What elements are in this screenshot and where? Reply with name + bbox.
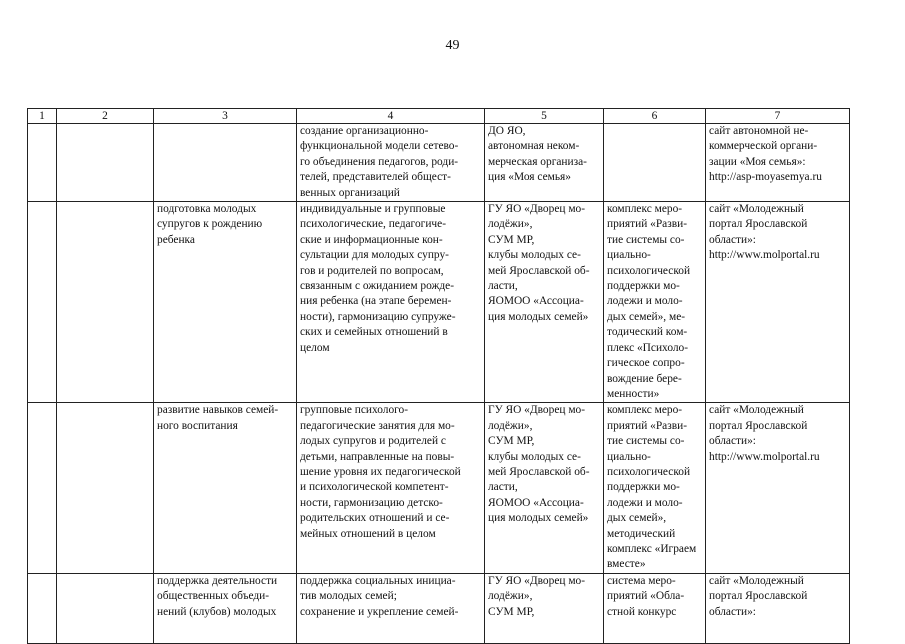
table-cell-resource: сайт «Молодежный портал Ярославской области»: bbox=[706, 573, 850, 643]
column-header-3: 3 bbox=[154, 109, 297, 124]
table-cell-resource: сайт «Молодежный портал Ярославской области»: http://www.molportal.ru bbox=[706, 202, 850, 403]
table-cell-activity: создание организационно- функциональной модели сетево- го объединения педагогов, роди- телей, представителей общест- венных организаций bbox=[297, 124, 485, 202]
column-header-6: 6 bbox=[604, 109, 706, 124]
table-row bbox=[28, 403, 850, 573]
table-cell-task: поддержка деятельности общественных объеди- нений (клубов) молодых bbox=[154, 573, 297, 643]
table-cell-activity: поддержка социальных инициа- тив молодых семей; сохранение и укрепление семей- bbox=[297, 573, 485, 643]
table-cell-number bbox=[28, 202, 57, 403]
table-cell-direction bbox=[57, 124, 154, 202]
table-cell-resource: сайт «Молодежный портал Ярославской области»: http://www.molportal.ru bbox=[706, 403, 850, 573]
table-cell-direction bbox=[57, 573, 154, 643]
table-cell-number bbox=[28, 124, 57, 202]
column-header-4: 4 bbox=[297, 109, 485, 124]
table-cell-task bbox=[154, 124, 297, 202]
page-number: 49 bbox=[445, 38, 460, 53]
table-row bbox=[28, 202, 850, 403]
table-cell-executor: ГУ ЯО «Дворец мо- лодёжи», СУМ МР, клубы молодых се- мей Ярославской об- ласти, ЯОМОО «Ассоциа- ция молодых семей» bbox=[485, 202, 604, 403]
table-cell-number bbox=[28, 573, 57, 643]
table-cell-direction bbox=[57, 403, 154, 573]
header-row bbox=[28, 109, 850, 124]
table-cell-executor: ДО ЯО, автономная неком- мерческая организа- ция «Моя семья» bbox=[485, 124, 604, 202]
table-cell-direction bbox=[57, 202, 154, 403]
table-cell-program: система меро- приятий «Обла- стной конкурс bbox=[604, 573, 706, 643]
table-cell-executor: ГУ ЯО «Дворец мо- лодёжи», СУМ МР, bbox=[485, 573, 604, 643]
table-cell-program bbox=[604, 124, 706, 202]
table-cell-task: развитие навыков семей- ного воспитания bbox=[154, 403, 297, 573]
data-table bbox=[27, 108, 850, 644]
table-row bbox=[28, 573, 850, 643]
table-cell-number bbox=[28, 403, 57, 573]
table-row bbox=[28, 124, 850, 202]
table-cell-task: подготовка молодых супругов к рождению ребенка bbox=[154, 202, 297, 403]
table-cell-program: комплекс меро- приятий «Разви- тие системы со- циально- психологической поддержки мо- лодежи и моло- дых семей», ме- тодический ком- плекс «Психоло- гическое сопро- вождение бере- менности» bbox=[604, 202, 706, 403]
column-header-5: 5 bbox=[485, 109, 604, 124]
table-cell-resource: сайт автономной не- коммерческой органи- зации «Моя семья»: http://asp-moyasemya.ru bbox=[706, 124, 850, 202]
table-cell-activity: индивидуальные и групповые психологические, педагогиче- ские и информационные кон- сультации для молодых супру- гов и родителей по вопросам, связанным с ожиданием рожде- ния ребенка (на этапе беремен- ности), гармонизацию супруже- ских и семейных отношений в целом bbox=[297, 202, 485, 403]
table-cell-executor: ГУ ЯО «Дворец мо- лодёжи», СУМ МР, клубы молодых се- мей Ярославской об- ласти, ЯОМОО «Ассоциа- ция молодых семей» bbox=[485, 403, 604, 573]
column-header-1: 1 bbox=[28, 109, 57, 124]
table-cell-program: комплекс меро- приятий «Разви- тие системы со- циально- психологической поддержки мо- лодежи и моло- дых семей», методический комплекс «Играем вместе» bbox=[604, 403, 706, 573]
column-header-7: 7 bbox=[706, 109, 850, 124]
table-cell-activity: групповые психолого- педагогические занятия для мо- лодых супругов и родителей с детьми, направленные на повы- шение уровня их педагогической и психологической компетент- ности, гармонизацию детско- родительских отношений и се- мейных отношений в целом bbox=[297, 403, 485, 573]
column-header-2: 2 bbox=[57, 109, 154, 124]
